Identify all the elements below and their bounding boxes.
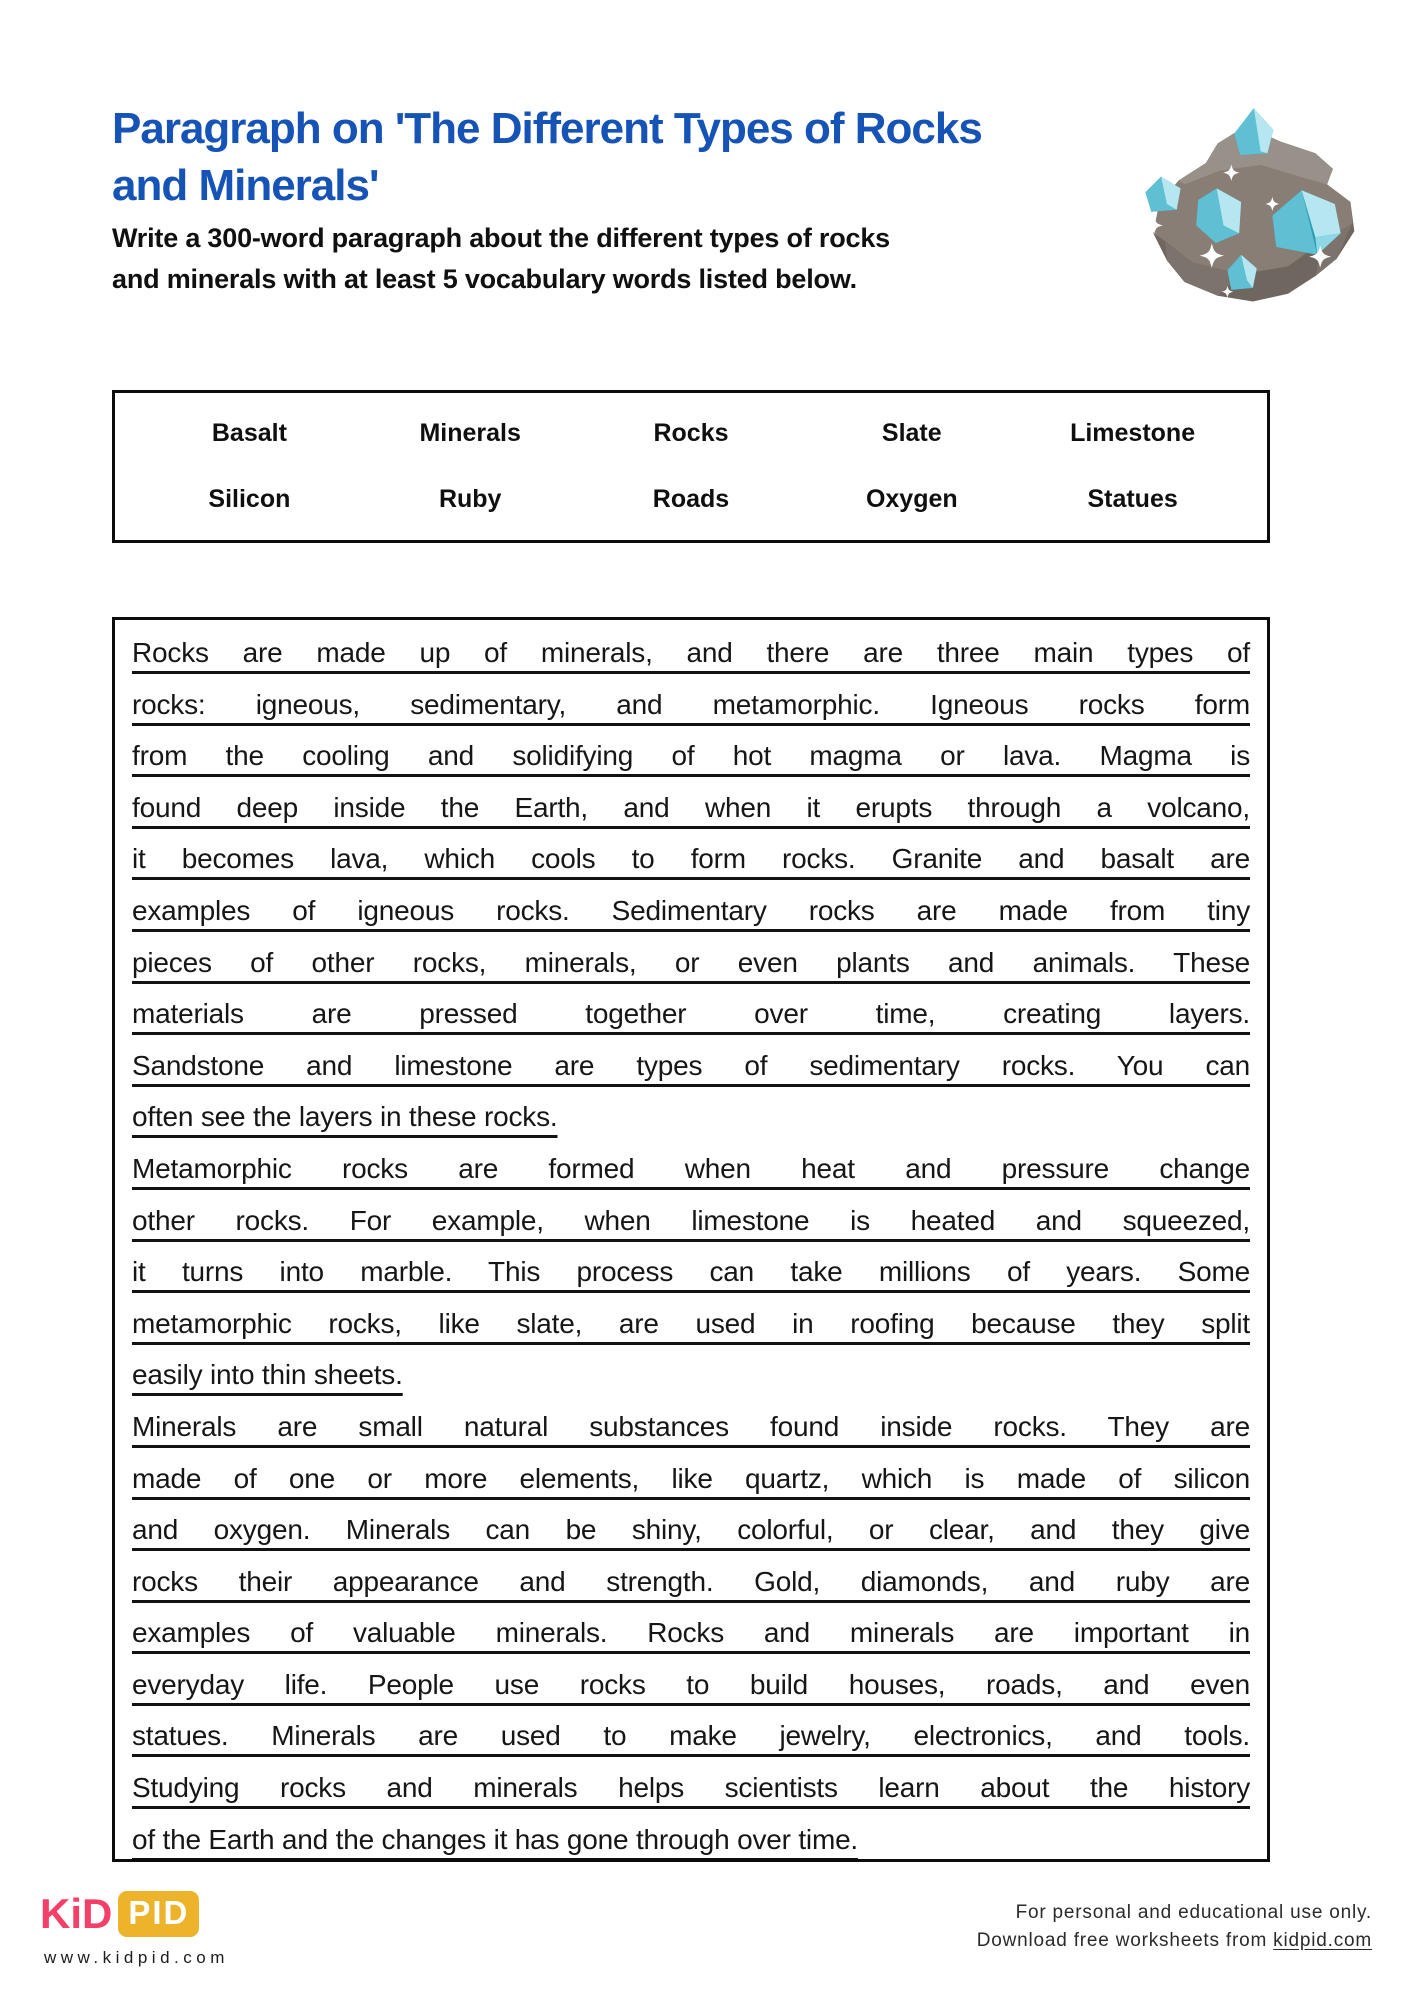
- vocab-word-slate: Slate: [881, 419, 942, 448]
- essay-line: Minerals are small natural substances found inside rocks. They are: [132, 1410, 1250, 1442]
- usage-note: [977, 1899, 1372, 1955]
- essay-line: examples of valuable minerals. Rocks and minerals are important in: [132, 1617, 1250, 1649]
- vocabulary-box: [112, 390, 1270, 543]
- essay-line: rocks their appearance and strength. Gold, diamonds, and ruby are: [132, 1565, 1250, 1597]
- kidpid-logo-kid: KiD: [40, 1890, 113, 1937]
- usage-note-line2: [977, 1927, 1372, 1955]
- vocab-word-roads: Roads: [652, 484, 730, 513]
- vocab-word-limestone: Limestone: [1070, 419, 1196, 448]
- essay-line: statues. Minerals are used to make jewelry, electronics, and tools.: [132, 1720, 1250, 1752]
- vocab-word-statues: Statues: [1087, 484, 1178, 513]
- essay-line: and oxygen. Minerals can be shiny, colorful, or clear, and they give: [132, 1514, 1250, 1546]
- essay-line: rocks: igneous, sedimentary, and metamorphic. Igneous rocks form: [132, 688, 1250, 720]
- vocab-word-rocks: Rocks: [653, 419, 729, 448]
- vocab-word-minerals: Minerals: [419, 419, 521, 448]
- instructions-line1: Write a 300-word paragraph about the different types of rocks: [112, 223, 890, 253]
- essay-line: Metamorphic rocks are formed when heat and pressure change: [132, 1152, 1250, 1184]
- vocab-word-silicon: Silicon: [208, 484, 291, 513]
- rock-crystals-illustration: [1124, 90, 1368, 314]
- essay-line: metamorphic rocks, like slate, are used in roofing because they split: [132, 1307, 1250, 1339]
- essay-line: from the cooling and solidifying of hot magma or lava. Magma is: [132, 740, 1250, 772]
- essay-lines: [132, 627, 1250, 1862]
- instructions-line2: and minerals with at least 5 vocabulary words listed below.: [112, 264, 857, 294]
- page-title: [112, 100, 1112, 214]
- site-url: www.kidpid.com: [44, 1948, 229, 1967]
- vocab-word-oxygen: Oxygen: [865, 484, 958, 513]
- essay-line: it turns into marble. This process can take millions of years. Some: [132, 1256, 1250, 1288]
- usage-note-line1: For personal and educational use only.: [1015, 1902, 1372, 1923]
- essay-line: other rocks. For example, when limestone is heated and squeezed,: [132, 1204, 1250, 1236]
- essay-line: everyday life. People use rocks to build houses, roads, and even: [132, 1668, 1250, 1700]
- page-title-line1: Paragraph on 'The Different Types of Rocks: [112, 104, 982, 153]
- essay-line: Rocks are made up of minerals, and there are three main types of: [132, 637, 1250, 668]
- page-title-line2: and Minerals': [112, 161, 379, 210]
- vocab-word-basalt: Basalt: [211, 419, 287, 448]
- essay-line: found deep inside the Earth, and when it erupts through a volcano,: [132, 791, 1250, 823]
- kidpid-link[interactable]: kidpid.com: [1273, 1930, 1372, 1951]
- essay-line: often see the layers in these rocks.: [132, 1101, 558, 1133]
- essay-line: of the Earth and the changes it has gone through over time.: [132, 1823, 859, 1855]
- essay-line: pieces of other rocks, minerals, or even plants and animals. These: [132, 946, 1250, 978]
- essay-answer-box: [112, 617, 1270, 1862]
- essay-line: Sandstone and limestone are types of sedimentary rocks. You can: [132, 1049, 1250, 1081]
- usage-note-line2-prefix: Download free worksheets from: [976, 1930, 1274, 1951]
- essay-line: easily into thin sheets.: [132, 1359, 403, 1391]
- vocab-word-ruby: Ruby: [438, 484, 502, 513]
- essay-line: it becomes lava, which cools to form rocks. Granite and basalt are: [132, 843, 1250, 875]
- kidpid-logo-pid: PID: [118, 1891, 199, 1937]
- essay-line: examples of igneous rocks. Sedimentary rocks are made from tiny: [132, 894, 1250, 926]
- instructions: [112, 218, 1112, 300]
- essay-line: materials are pressed together over time, creating layers.: [132, 998, 1250, 1030]
- kidpid-logo: [40, 1890, 199, 1938]
- essay-line: made of one or more elements, like quartz, which is made of silicon: [132, 1462, 1250, 1494]
- essay-line: Studying rocks and minerals helps scientists learn about the history: [132, 1772, 1250, 1804]
